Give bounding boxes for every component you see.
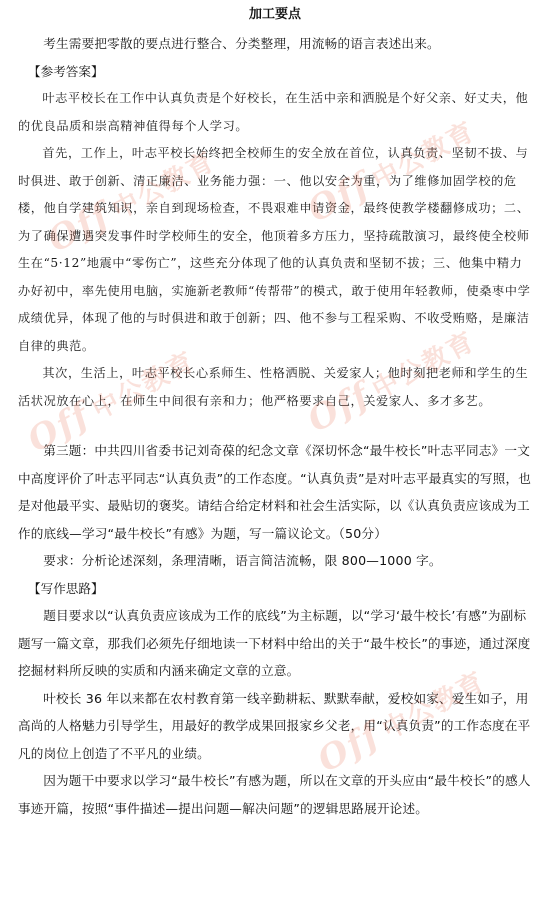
watermark-logo: Off中公教育: [301, 326, 481, 441]
question-text: 第三题：中共四川省委书记刘奇葆的纪念文章《深切怀念“最牛校长”叶志平同志》一文中高度评价了叶志平同志“认真负责”的工作态度。“认真负责”是对叶志平最真实的写照，也是对他最平实、最贴切的褒奖。请结合给定材料和社会生活实际，以《认真负责应该成为工作的底线—学习“最牛校长”有感》为题，写一篇议论文。（50分）: [18, 443, 532, 541]
watermark-logo: Off中公教育: [21, 346, 201, 461]
answer-heading: 【参考答案】: [28, 63, 104, 79]
requirement-text: 要求：分析论述深刻，条理清晰，语言简洁流畅，限 800—1000 字。: [43, 553, 442, 568]
approach-paragraph-3: 因为题干中要求以学习“最牛校长”有感为题，所以在文章的开头应由“最牛校长”的感人事迹开篇，按照“事件描述—提出问题—解决问题”的逻辑思路展开论述。: [18, 773, 531, 816]
approach-paragraph-2: 叶校长 36 年以来都在农村教育第一线辛勤耕耘、默默奉献，爱校如家、爱生如子，用高尚的人格魅力引导学生，用最好的教学成果回报家乡父老，用“认真负责”的工作态度在平凡的岗位上创造了不平凡的业绩。: [18, 690, 531, 761]
section-gap: [18, 415, 532, 437]
approach-paragraph-1: 题目要求以“认真负责应该成为工作的底线”为主标题，以“学习‘最牛校长’有感”为副标题写一篇文章，那我们必须先仔细地读一下材料中给出的关于“最牛校长”的事迹，通过深度挖掘材料所反映的实质和内涵来确定文章的立意。: [18, 608, 531, 678]
approach-heading: 【写作思路】: [28, 580, 104, 596]
answer-paragraph-3: 其次，生活上，叶志平校长心系师生、性格洒脱、关爱家人；他时刻把老师和学生的生活状况放在心上，在师生中间很有亲和力；他严格要求自己，关爱家人、多才多艺。: [18, 366, 529, 408]
watermark-logo: Off中公教育: [41, 146, 221, 261]
watermark-logo: Off中公教育: [301, 116, 481, 231]
watermark-logo: Off中公教育: [311, 666, 491, 781]
document-title: 加工要点: [248, 7, 301, 22]
answer-paragraph-1: 叶志平校长在工作中认真负责是个好校长，在生活中亲和洒脱是个好父亲、好丈夫，他的优良品质和崇高精神值得每个人学习。: [18, 91, 529, 133]
intro-text: 考生需要把零散的要点进行整合、分类整理，用流畅的语言表述出来。: [43, 36, 440, 51]
answer-paragraph-2: 首先，工作上，叶志平校长始终把全校师生的安全放在首位，认真负责、坚韧不拔、与时俱进、敢于创新、清正廉洁、业务能力强：一、他以安全为重，为了维修加固学校的危楼，他自学建筑知识，亲自到现场检查，不畏艰难申请资金，最终使教学楼翻修成功；二、为了确保遭遇突发事件时学校师生的安全，他顶着多方压力，坚持疏散演习，最终使全校师生在“5·12”地震中“零伤亡”，这些充分体现了他的认真负责和坚韧不拔；三、他集中精力办好初中，率先使用电脑，实施新老教师“传帮带”的模式，敢于使用年轻教师，使桑枣中学成绩优异，体现了他的与时俱进和敢于创新；四、他不参与工程采购、不收受贿赂，是廉洁自律的典范。: [18, 146, 531, 353]
